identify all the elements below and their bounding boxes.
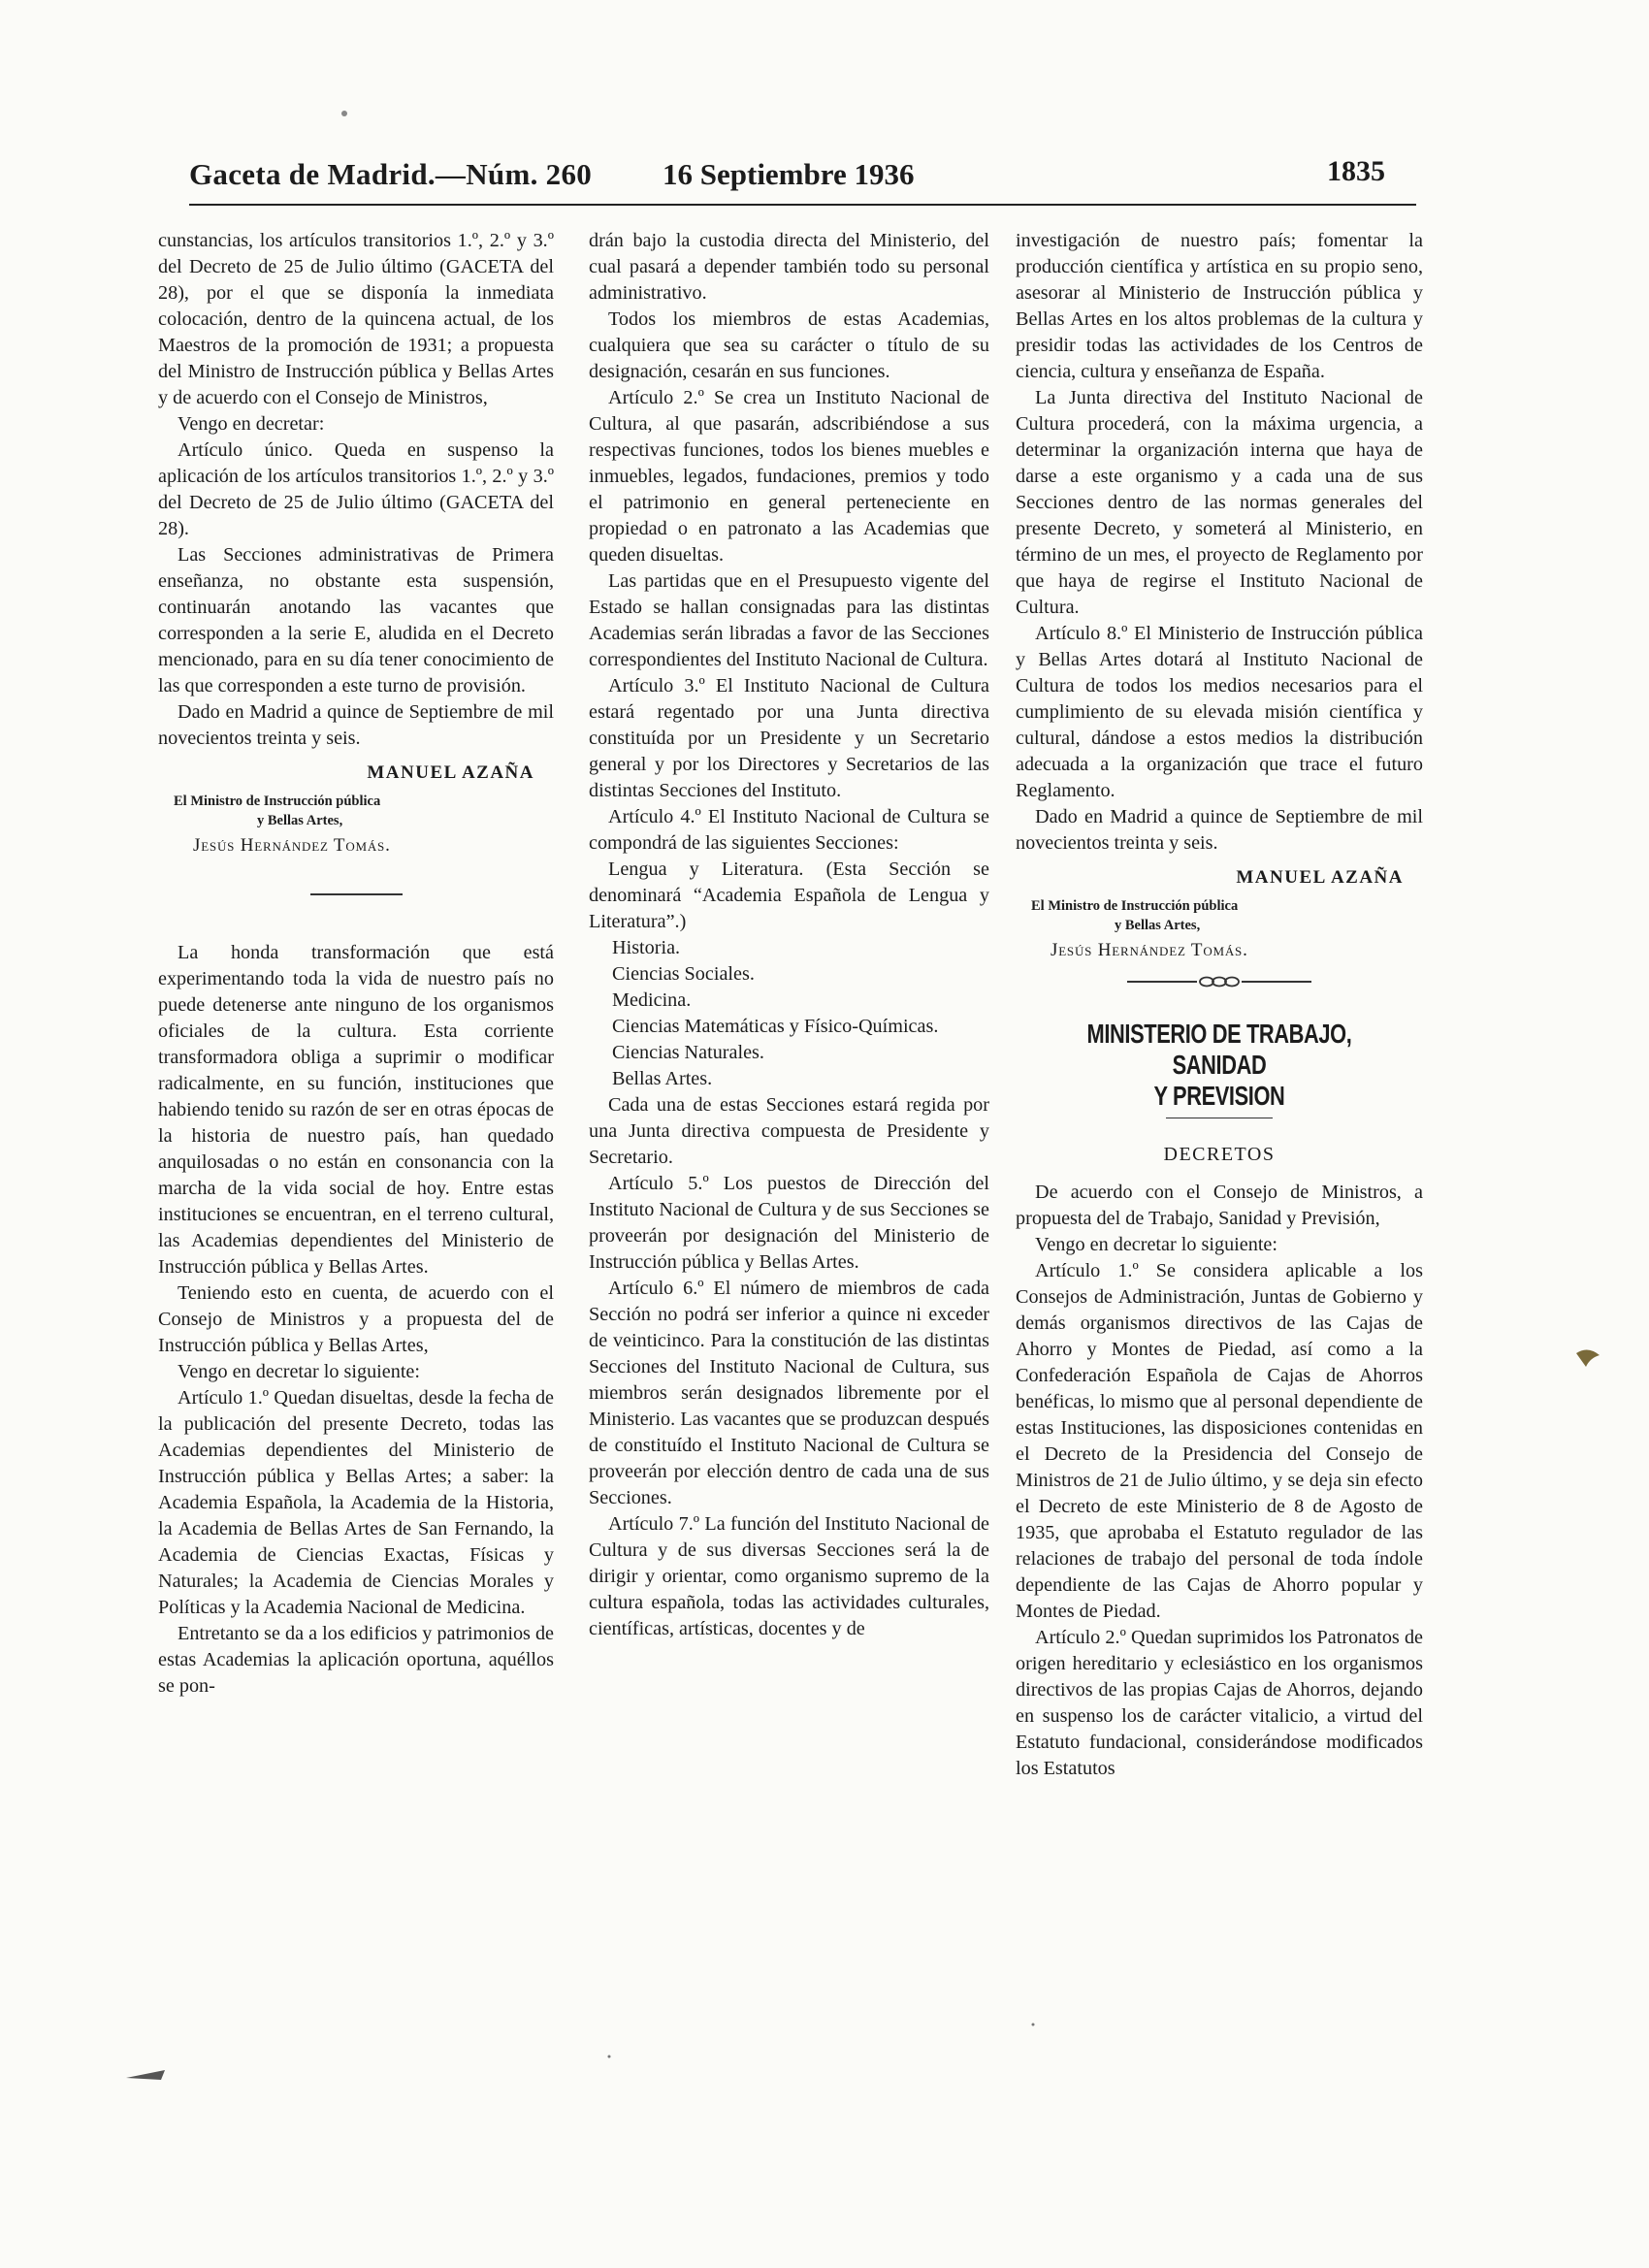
signature-name: MANUEL AZAÑA [1236, 867, 1404, 888]
signature-name: MANUEL AZAÑA [367, 762, 534, 783]
list-item: Medicina. [612, 989, 692, 1011]
page-number: 1835 [1327, 155, 1385, 187]
paragraph: Las partidas que en el Presupuesto vigente del Estado se hallan consignadas para las distintas Academias serán libradas a favor de las Secciones correspondientes del Instituto Nacional de Cultura. [589, 570, 989, 670]
paragraph: Artículo 8.º El Ministerio de Instrucción pública y Bellas Artes dotará al Instituto Nacional de Cultura de todos los medios necesarios para el cumplimiento de su elevada misión científica y cultural, dándose a estos medios la distribución adecuada a la organización que trace el futuro Reglamento. [1016, 623, 1423, 801]
speck [1032, 2024, 1035, 2026]
signature-role-line: El Ministro de Instrucción pública [1031, 898, 1239, 914]
paragraph: Artículo 3.º El Instituto Nacional de Cultura estará regentado por una Junta directiva constituída por un Presidente y un Secretario general y por los Directores y Secretarios de las distintas Secciones del Instituto. [589, 675, 989, 801]
paragraph: Artículo 1.º Quedan disueltas, desde la fecha de la publicación del presente Decreto, todas las Academias dependientes del Ministerio de Instrucción pública y Bellas Artes; a saber: la Academia Española, la Academia de la Historia, la Academia de Bellas Artes de San Fernando, la Academia de Ciencias Exactas, Físicas y Naturales; la Academia de Ciencias Morales y Políticas y la Academia Nacional de Medicina. [158, 1387, 554, 1618]
paragraph: Artículo 1.º Se considera aplicable a los Consejos de Administración, Juntas de Gobierno y demás organismos directivos de las Cajas de Ahorro y Montes de Piedad, así como a la Confederación Española de Cajas de Ahorros benéficas, lo mismo que al personal dependiente de estas Instituciones, las disposiciones contenidas en el Decreto de la Presidencia del Consejo de Ministros de 21 de Julio último, y se deja sin efecto el Decreto de este Ministerio de 8 de Agosto de 1935, que aprobaba el Estatuto regulador de las relaciones de trabajo del personal de toda índole dependiente de las Cajas de Ahorro popular y Montes de Piedad. [1016, 1260, 1423, 1622]
section-heading: DECRETOS [1163, 1144, 1276, 1165]
paragraph: Artículo 5.º Los puestos de Dirección del Instituto Nacional de Cultura y de sus Secciones se proveerán por designación del Ministerio de Instrucción pública y Bellas Artes. [589, 1173, 989, 1273]
list-item: Ciencias Sociales. [612, 963, 755, 985]
paragraph: Teniendo esto en cuenta, de acuerdo con el Consejo de Ministros y a propuesta del de Instrucción pública y Bellas Artes, [158, 1282, 554, 1356]
paragraph: investigación de nuestro país; fomentar la producción científica y artística en su propio seno, asesorar al Ministerio de Instrucción pública y Bellas Artes en los altos problemas de la cultura y presidir todas las actividades de los Centros de ciencia, cultura y enseñanza de España. [1016, 230, 1423, 382]
paragraph: Entretanto se da a los edificios y patrimonios de estas Academias la aplicación oportuna, aquéllos se pon- [158, 1623, 554, 1697]
paragraph: Artículo 2.º Se crea un Instituto Nacional de Cultura, al que pasarán, adscribiéndose a sus respectivas funciones, todos los bienes muebles e inmuebles, legados, fundaciones, premios y todo el patrimonio en general perteneciente en propiedad o en patronato a las Academias que queden disueltas. [589, 387, 989, 566]
paragraph: Lengua y Literatura. (Esta Sección se denominará “Academia Española de Lengua y Literatura”.) [589, 859, 989, 932]
paragraph: Artículo 7.º La función del Instituto Nacional de Cultura y de sus diversas Secciones será la de dirigir y orientar, como organismo supremo de la cultura española, todas las actividades culturales, científicas, artísticas, docentes y de [589, 1513, 989, 1639]
minister-name: Jesús Hernández Tomás. [1051, 940, 1248, 960]
signature-role-line: y Bellas Artes, [257, 813, 343, 828]
paragraph: De acuerdo con el Consejo de Ministros, a propuesta del de Trabajo, Sanidad y Previsión, [1016, 1182, 1423, 1229]
paragraph: Cada una de estas Secciones estará regida por una Junta directiva compuesta de Presidente y Secretario. [589, 1094, 989, 1168]
paragraph: Las Secciones administrativas de Primera enseñanza, no obstante esta suspensión, continuarán anotando las vacantes que corresponden a la serie E, aludida en el Decreto mencionado, para en su día tener conocimiento de las que corresponden a este turno de provisión. [158, 544, 554, 697]
paragraph: cunstancias, los artículos transitorios 1.º, 2.º y 3.º del Decreto de 25 de Julio último (GACETA del 28), por el que se disponía la inmediata colocación, dentro de la quincena actual, de los Maestros de la promoción de 1931; a propuesta del Ministro de Instrucción pública y Bellas Artes y de acuerdo con el Consejo de Ministros, [158, 230, 554, 408]
paragraph: Artículo único. Queda en suspenso la aplicación de los artículos transitorios 1.º, 2.º y 3.º del Decreto de 25 de Julio último (GACETA del 28). [158, 439, 554, 539]
list-item: Bellas Artes. [612, 1068, 713, 1089]
paragraph: Artículo 6.º El número de miembros de cada Sección no podrá ser inferior a quince ni exceder de veinticinco. Para la constitución de las distintas Secciones del Instituto Nacional de Cultura, sus miembros serán designados libremente por el Ministerio. Las vacantes que se produzcan después de constituído el Instituto Nacional de Cultura se proveerán por elección dentro de cada una de sus Secciones. [589, 1278, 989, 1508]
list-item: Historia. [612, 937, 681, 958]
paragraph: Artículo 4.º El Instituto Nacional de Cultura se compondrá de las siguientes Secciones: [589, 806, 989, 854]
list-item: Ciencias Naturales. [612, 1042, 764, 1063]
signature-role-line: y Bellas Artes, [1115, 918, 1201, 933]
ministry-heading-line: MINISTERIO DE TRABAJO, SANIDAD [1086, 1019, 1352, 1080]
speck [1576, 1349, 1600, 1367]
paragraph: La honda transformación que está experimentando toda la vida de nuestro país no puede detenerse ante ninguno de los organismos oficiales de la cultura. Esta corriente transformadora obliga a suprimir o modificar radicalmente, en su función, instituciones que habiendo tenido su razón de ser en otras épocas de la historia de nuestro país, han quedado anquilosadas o no están en consonancia con la marcha de la vida social de hoy. Entre estas instituciones se encuentran, en el terreno cultural, las Academias dependientes del Ministerio de Instrucción pública y Bellas Artes. [158, 942, 554, 1278]
paragraph: Vengo en decretar lo siguiente: [178, 1361, 421, 1382]
gazette-title: Gaceta de Madrid.—Núm. 260 [189, 157, 593, 191]
ministry-heading-line: Y PREVISION [1153, 1081, 1285, 1111]
speck [341, 111, 347, 116]
list-item: Ciencias Matemáticas y Físico-Químicas. [612, 1016, 939, 1037]
paragraph: Todos los miembros de estas Academias, cualquiera que sea su carácter o título de su designación, cesarán en sus funciones. [589, 308, 989, 382]
issue-date: 16 Septiembre 1936 [663, 157, 915, 191]
paragraph: drán bajo la custodia directa del Ministerio, del cual pasará a depender también todo su personal administrativo. [589, 230, 989, 304]
minister-name: Jesús Hernández Tomás. [193, 835, 391, 856]
paragraph: Dado en Madrid a quince de Septiembre de mil novecientos treinta y seis. [158, 701, 554, 749]
speck [608, 2056, 611, 2058]
paragraph: Vengo en decretar: [178, 413, 325, 435]
paragraph: Vengo en decretar lo siguiente: [1035, 1234, 1278, 1255]
paragraph: Artículo 2.º Quedan suprimidos los Patronatos de origen hereditario y eclesiástico en los organismos directivos de las propias Cajas de Ahorros, dejando en suspenso los de carácter vitalicio, a virtud del Estatuto fundacional, considerándose modificados los Estatutos [1016, 1627, 1423, 1779]
paragraph: Dado en Madrid a quince de Septiembre de mil novecientos treinta y seis. [1016, 806, 1423, 854]
speck [126, 2070, 165, 2080]
paragraph: La Junta directiva del Instituto Nacional de Cultura procederá, con la máxima urgencia, a determinar la organización interna que haya de darse a este organismo y a cada una de sus Secciones dentro de las normas generales del presente Decreto, y someterá al Ministerio, en término de un mes, el proyecto de Reglamento por que haya de regirse el Instituto Nacional de Cultura. [1016, 387, 1423, 618]
signature-role-line: El Ministro de Instrucción pública [174, 794, 381, 809]
